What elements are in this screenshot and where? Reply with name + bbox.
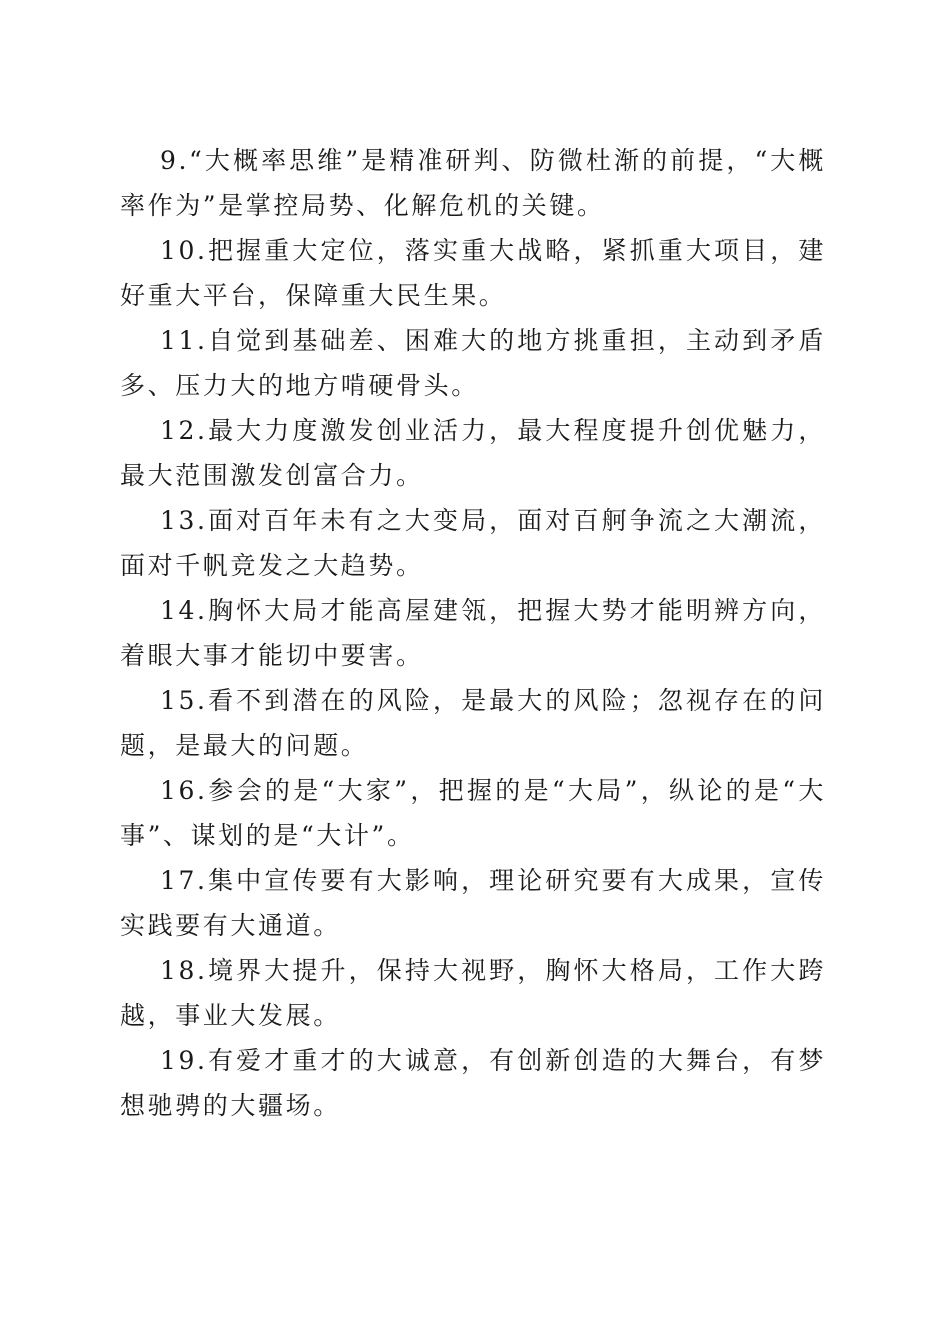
paragraph-16: 16.参会的是“大家”，把握的是“大局”，纵论的是“大事”、谋划的是“大计”。 — [120, 776, 826, 850]
paragraph-9: 9.“大概率思维”是精准研判、防微杜渐的前提，“大概率作为”是掌控局势、化解危机的关键。 — [120, 146, 826, 220]
paragraph-11: 11.自觉到基础差、困难大的地方挑重担，主动到矛盾多、压力大的地方啃硬骨头。 — [120, 326, 826, 400]
paragraph-19: 19.有爱才重才的大诚意，有创新创造的大舞台，有梦想驰骋的大疆场。 — [120, 1046, 826, 1120]
paragraph-15: 15.看不到潜在的风险，是最大的风险；忽视存在的问题，是最大的问题。 — [120, 686, 826, 760]
paragraph-13: 13.面对百年未有之大变局，面对百舸争流之大潮流，面对千帆竞发之大趋势。 — [120, 506, 826, 580]
paragraph-12: 12.最大力度激发创业活力，最大程度提升创优魅力，最大范围激发创富合力。 — [120, 416, 826, 490]
paragraph-17: 17.集中宣传要有大影响，理论研究要有大成果，宣传实践要有大通道。 — [120, 866, 826, 940]
paragraph-10: 10.把握重大定位，落实重大战略，紧抓重大项目，建好重大平台，保障重大民生果。 — [120, 236, 826, 310]
paragraph-18: 18.境界大提升，保持大视野，胸怀大格局，工作大跨越，事业大发展。 — [120, 956, 826, 1030]
paragraph-14: 14.胸怀大局才能高屋建瓴，把握大势才能明辨方向，着眼大事才能切中要害。 — [120, 596, 826, 670]
document-body — [120, 138, 826, 1128]
